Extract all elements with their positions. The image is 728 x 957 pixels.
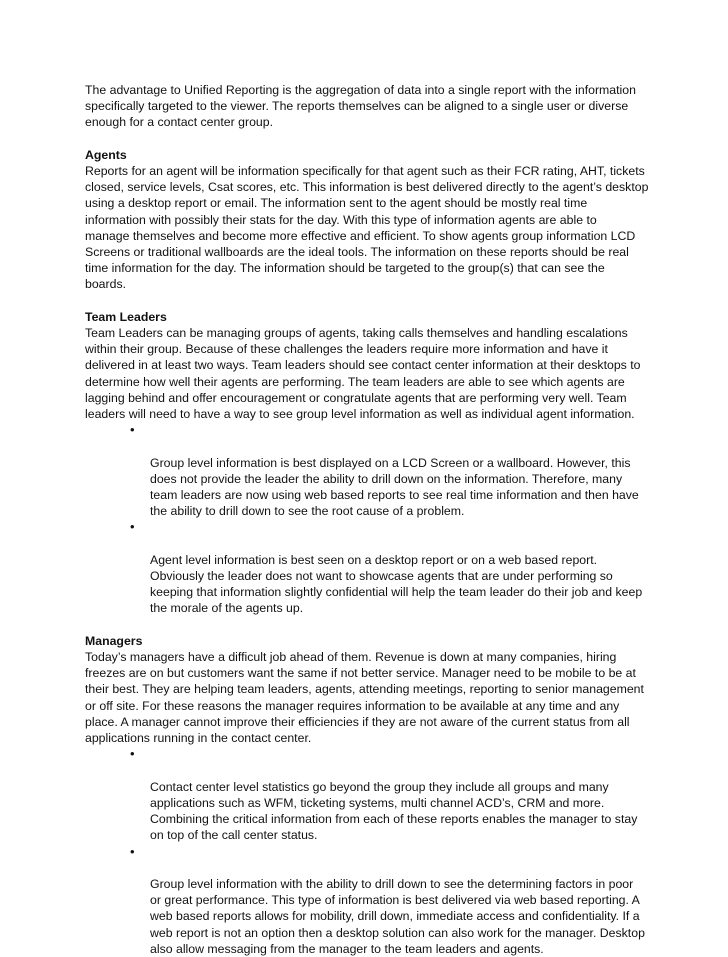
team-leaders-bullet-list [85,422,653,616]
agents-paragraph: Reports for an agent will be information specifically for that agent such as their FCR rating, AHT, tickets closed, service levels, Csat scores, etc. This information is best delivered directly to the agent’s desktop using a desktop report or email. The information sent to the agent should be mostly real time information with possibly their stats for the day. With this type of information agents are able to manage themselves and become more effective and efficient. To show agents group information LCD Screens or traditional wallboards are the ideal tools. The information on these reports should be real time information for the day. The information should be targeted to the group(s) that can see the boards. [85,164,649,292]
bullet-icon: • [130,519,135,535]
bullet-icon: • [130,746,135,762]
list-item-text: Group level information is best displayed on a LCD Screen or a wallboard. However, this does not provide the leader the ability to drill down on the information. Therefore, many team leaders are now using web based reports to see real time information and then have the ability to drill down to see the root cause of a problem. [150,455,639,519]
team-leaders-heading: Team Leaders [85,309,167,324]
list-item-text: Agent level information is best seen on a desktop report or on a web based report. Obviously the leader does not want to showcase agents that are under performing so keeping that information slightly confidential will help the team leader do their job and keep the morale of the agents up. [150,552,643,616]
spacer [85,617,653,633]
list-item [85,422,653,519]
agents-heading: Agents [85,147,127,162]
managers-heading: Managers [85,633,143,648]
bullet-icon: • [130,422,135,438]
list-item [85,519,653,616]
managers-bullet-list [85,746,653,957]
list-item [85,746,653,843]
document-page [85,82,653,957]
bullet-icon: • [130,843,135,859]
spacer [85,131,653,147]
list-item-text: Group level information with the ability to drill down to see the determining factors in poor or great performance. This type of information is best delivered via web based reporting. A web based reports allows for mobility, drill down, immediate access and confidentiality. If a web report is not an option then a desktop solution can also work for the manager. Desktop also allow messaging from the manager to the team leaders and agents. [150,876,645,956]
list-item [85,844,653,957]
list-item-text: Contact center level statistics go beyond the group they include all groups and many applications such as WFM, ticketing systems, multi channel ACD’s, CRM and more. Combining the critical information from each of these reports enables the manager to stay on top of the call center status. [150,779,638,843]
team-leaders-paragraph: Team Leaders can be managing groups of agents, taking calls themselves and handling escalations within their group. Because of these challenges the leaders require more information and have it delivered in at least two ways. Team leaders should see contact center information at their desktops to determine how well their agents are performing. The team leaders are able to see which agents are lagging behind and offer encouragement or congratulate agents that are performing very well. Team leaders will need to have a way to see group level information as well as individual agent information. [85,326,641,422]
spacer [85,293,653,309]
intro-paragraph: The advantage to Unified Reporting is the aggregation of data into a single report with the information specifically targeted to the viewer. The reports themselves can be aligned to a single user or diverse enough for a contact center group. [85,83,636,130]
managers-paragraph: Today’s managers have a difficult job ahead of them. Revenue is down at many companies, hiring freezes are on but customers want the same if not better service. Manager need to be mobile to be at their best. They are helping team leaders, agents, attending meetings, reporting to senior management or off site. For these reasons the manager requires information to be available at any time and any place. A manager cannot improve their efficiencies if they are not aware of the current status from all applications running in the contact center. [85,650,644,746]
